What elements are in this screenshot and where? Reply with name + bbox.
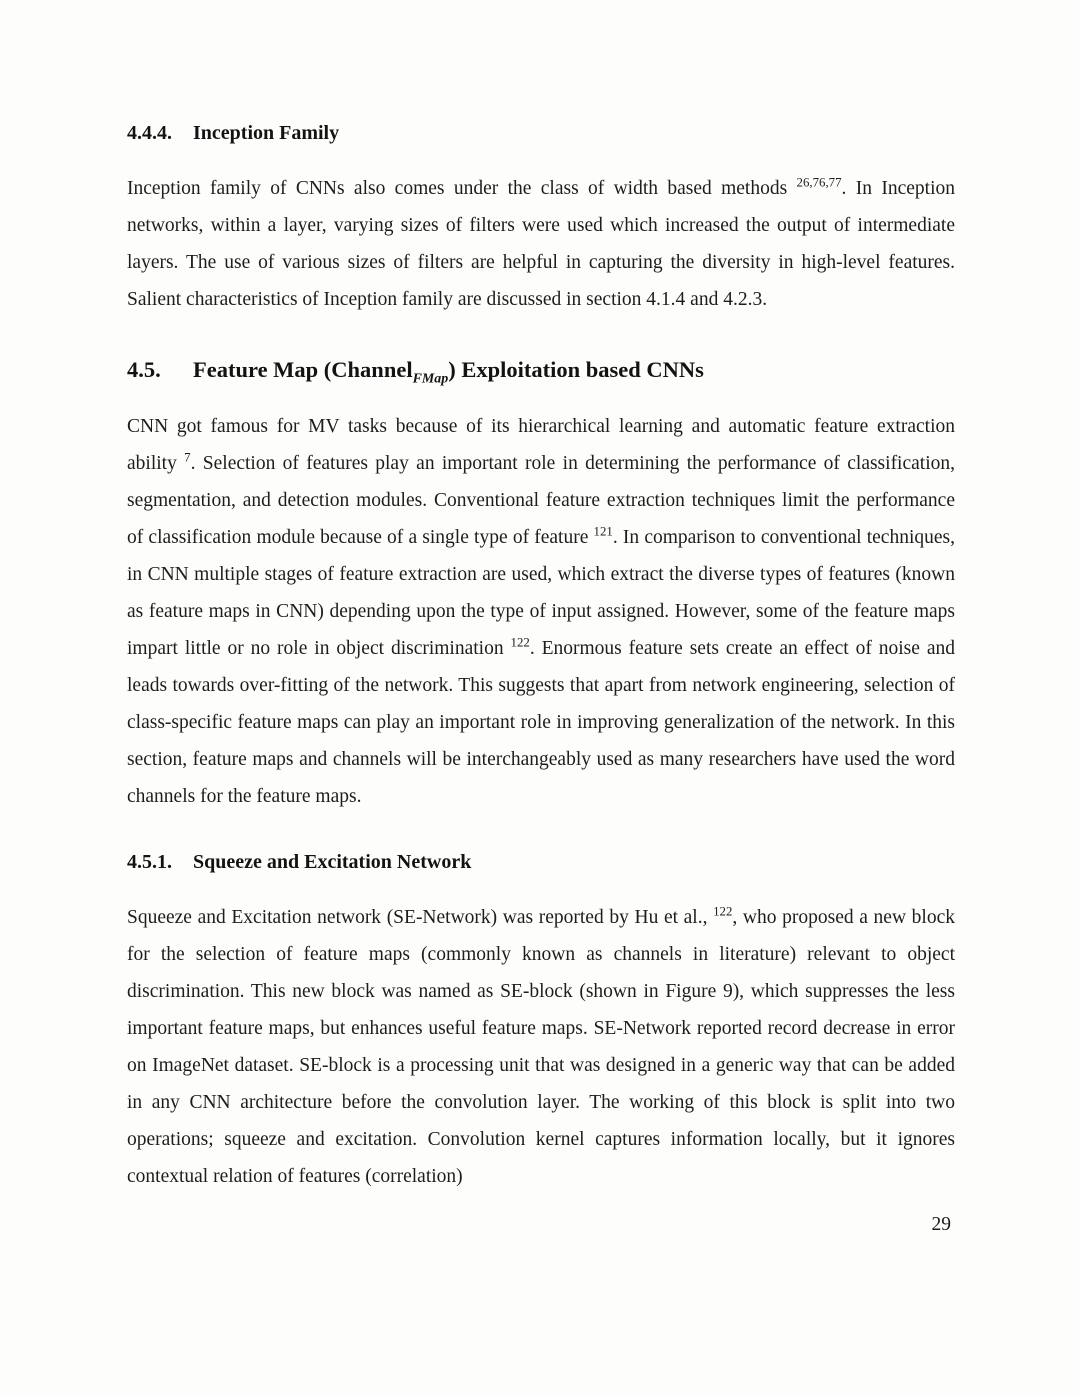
text-run: ) Exploitation based CNNs [448,357,704,382]
page-number: 29 [931,1214,951,1235]
section-number: 4.5. [127,357,161,382]
text-run: CNN got famous for MV tasks because of its hierarchical learning and automatic feature extraction ability [127,416,955,474]
section-heading-4-5 [127,354,955,386]
text-run: . Enormous feature sets create an effect of noise and leads towards over-fitting of the network. This suggests that apart from network engineering, selection of class-specific feature maps can play an important role in improving generalization of the network. In this section, feature maps and channels will be interchangeably used as many researchers have used the word channels for the feature maps. [127,638,955,807]
superscript-citation: 122 [510,635,530,650]
section-heading-4-4-4 [127,118,955,148]
section-number: 4.5.1. [127,851,172,873]
paragraph-inception-family [127,170,955,318]
text-run: Inception Family [193,122,340,144]
text-run: Squeeze and Excitation Network [193,851,472,873]
section-title [193,122,339,144]
text-run: Feature Map (Channel [193,357,413,382]
paragraph-feature-map-exploitation [127,408,955,815]
superscript-citation: 121 [593,524,613,539]
superscript-citation: 122 [713,904,733,919]
section-title [193,357,704,387]
text-run: . Selection of features play an important role in determining the performance of classification, segmentation, and detection modules. Conventional feature extraction techniques limit the performance of classification module because of a single type of feature [127,453,955,548]
paragraph-squeeze-and-excitation [127,899,955,1195]
text-run: . In Inception networks, within a layer, varying sizes of filters were used which increased the output of intermediate layers. The use of various sizes of filters are helpful in capturing the diversity in high-level features. Salient characteristics of Inception family are discussed in section 4.1.4 and 4.2.3. [127,178,955,310]
text-run: . In comparison to conventional techniques, in CNN multiple stages of feature extraction are used, which extract the diverse types of features (known as feature maps in CNN) depending upon the type of input assigned. However, some of the feature maps impart little or no role in object discrimination [127,527,955,659]
section-heading-4-5-1 [127,847,955,877]
superscript-citation: 7 [184,450,191,465]
section-number: 4.4.4. [127,122,172,144]
section-feature-map-exploitation [127,354,955,815]
text-run: Inception family of CNNs also comes under the class of width based methods [127,178,797,199]
text-run: , who proposed a new block for the selection of feature maps (commonly known as channels in literature) relevant to object discrimination. This new block was named as SE-block (shown in Figure 9), which suppresses the less important feature maps, but enhances useful feature maps. SE-Network reported record decrease in error on ImageNet dataset. SE-block is a processing unit that was designed in a generic way that can be added in any CNN architecture before the convolution layer. The working of this block is split into two operations; squeeze and excitation. Convolution kernel captures information locally, but it ignores contextual relation of features (correlation) [127,907,955,1187]
section-title [193,851,471,873]
section-inception-family [127,118,955,318]
section-squeeze-and-excitation [127,847,955,1195]
superscript-citation: 26,76,77 [796,175,842,190]
text-run: Squeeze and Excitation network (SE-Network) was reported by Hu et al., [127,907,714,928]
subscript-label: FMap [412,371,449,387]
